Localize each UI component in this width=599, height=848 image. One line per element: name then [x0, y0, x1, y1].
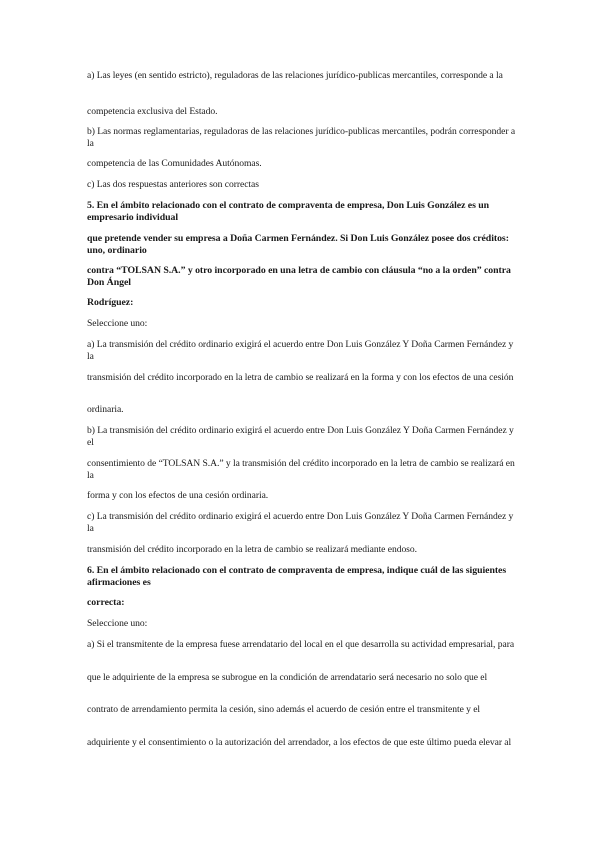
text-line: a) Si el transmitente de la empresa fuese arrendatario del local en el que desarrolla su actividad empresarial, para [87, 639, 515, 650]
question-heading: Rodríguez: [87, 297, 134, 308]
text-line: competencia exclusiva del Estado. [87, 106, 218, 117]
text-line: b) La transmisión del crédito ordinario exigirá el acuerdo entre Don Luis González Y Doña Carmen Fernández y el [87, 425, 514, 448]
text-line: c) Las dos respuestas anteriores son correctas [87, 179, 259, 190]
text-line: que le adquiriente de la empresa se subrogue en la condición de arrendatario será necesario no solo que el [87, 672, 488, 683]
text-line: adquiriente y el consentimiento o la autorización del arrendador, a los efectos de que este último pueda elevar al [87, 737, 512, 748]
question-heading: que pretende vender su empresa a Doña Carmen Fernández. Si Don Luis González posee dos créditos: uno, ordinario [87, 233, 509, 256]
question-heading: 5. En el ámbito relacionado con el contrato de compraventa de empresa, Don Luis González es un empresario individual [87, 200, 490, 223]
text-line: consentimiento de “TOLSAN S.A.” y la transmisión del crédito incorporado en la letra de cambio se realizará en la [87, 458, 515, 481]
text-line: Seleccione uno: [87, 618, 148, 629]
text-line: a) La transmisión del crédito ordinario exigirá el acuerdo entre Don Luis González Y Doña Carmen Fernández y la [87, 339, 514, 362]
question-heading: correcta: [87, 597, 125, 608]
question-heading: 6. En el ámbito relacionado con el contrato de compraventa de empresa, indique cuál de las siguientes afirmaciones es [87, 565, 507, 588]
text-line: transmisión del crédito incorporado en la letra de cambio se realizará mediante endoso. [87, 544, 417, 555]
text-line: a) Las leyes (en sentido estricto), reguladoras de las relaciones jurídico-publicas mercantiles, corresponde a la [87, 70, 503, 81]
text-line: competencia de las Comunidades Autónomas. [87, 158, 262, 169]
text-line: forma y con los efectos de una cesión ordinaria. [87, 490, 269, 501]
text-line: transmisión del crédito incorporado en la letra de cambio se realizará en la forma y con los efectos de una cesión [87, 372, 514, 383]
text-line: contrato de arrendamiento permita la cesión, sino además el acuerdo de cesión entre el transmitente y el [87, 704, 481, 715]
text-line: ordinaria. [87, 404, 124, 415]
question-heading: contra “TOLSAN S.A.” y otro incorporado en una letra de cambio con cláusula “no a la orden” contra Don Ángel [87, 265, 511, 288]
text-line: Seleccione uno: [87, 318, 148, 329]
text-line: c) La transmisión del crédito ordinario exigirá el acuerdo entre Don Luis González Y Doña Carmen Fernández y la [87, 511, 514, 534]
text-line: b) Las normas reglamentarias, reguladoras de las relaciones jurídico-publicas mercantiles, podrán corresponder a la [87, 126, 516, 149]
